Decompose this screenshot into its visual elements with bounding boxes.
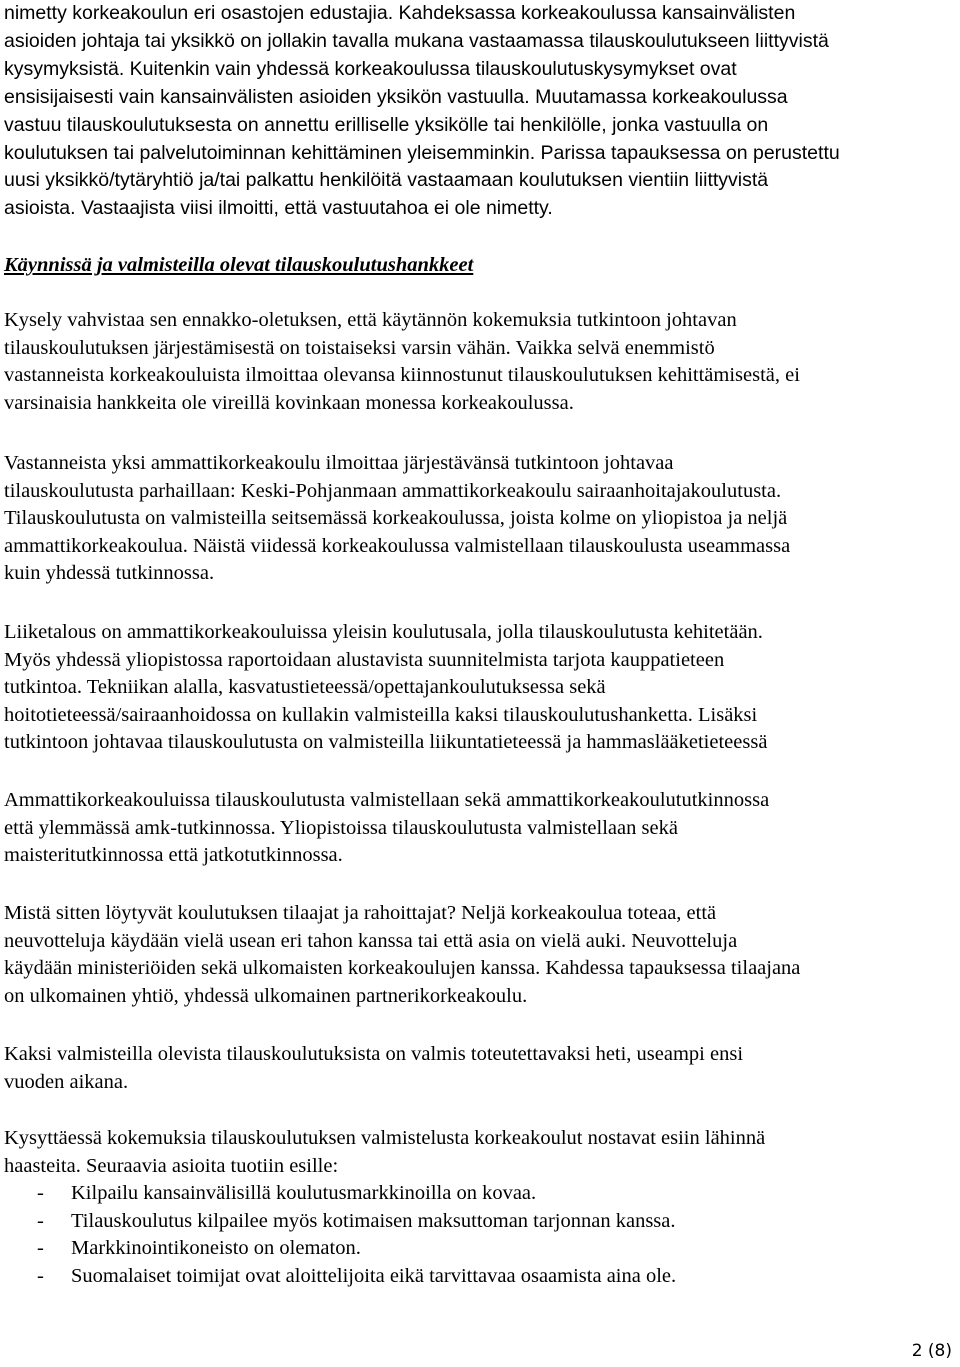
text-line: tutkintoon johtavaa tilauskoulutusta on valmisteilla liikuntatieteessä ja hammaslääketieteessä <box>4 731 768 753</box>
paragraph <box>4 1041 956 1096</box>
bullet-marker: - <box>37 1209 44 1232</box>
list-item-text: Tilauskoulutus kilpailee myös kotimaisen maksuttoman tarjonnan kanssa. <box>71 1209 676 1232</box>
paragraph <box>4 1125 956 1180</box>
list-item-text: Markkinointikoneisto on olematon. <box>71 1237 361 1259</box>
list-item <box>4 1235 676 1263</box>
text-line: vastanneista korkeakouluista ilmoittaa olevansa kiinnostunut tilauskoulutuksen kehittämisestä, ei <box>4 364 800 386</box>
text-line: tilauskoulutusta parhaillaan: Keski-Pohjanmaan ammattikorkeakoulu sairaanhoitajakoulutusta. <box>4 479 782 502</box>
text-line: kuin yhdessä tutkinnossa. <box>4 562 215 584</box>
text-line: neuvotteluja käydään vielä usean eri tahon kanssa tai että asia on vielä auki. Neuvotteluja <box>4 929 738 952</box>
bullet-marker: - <box>37 1182 44 1204</box>
bullet-marker: - <box>37 1264 44 1287</box>
text-line: Kysely vahvistaa sen ennakko-oletuksen, että käytännön kokemuksia tutkintoon johtavan <box>4 309 737 331</box>
text-line: tilauskoulutuksen järjestämisestä on toistaiseksi varsin vähän. Vaikka selvä enemmistö <box>4 336 715 359</box>
text-line: Kysyttäessä kokemuksia tilauskoulutuksen valmistelusta korkeakoulut nostavat esiin lähinnä <box>4 1127 766 1149</box>
text-line: uusi yksikkö/tytäryhtiö ja/tai palkattu henkilöitä vastaamaan koulutuksen vientiin liittyvistä <box>4 169 769 192</box>
text-line: haasteita. Seuraavia asioita tuotiin esille: <box>4 1154 339 1177</box>
text-line: koulutuksen tai palvelutoiminnan kehittäminen yleisemminkin. Parissa tapauksessa on perustettu <box>4 141 840 164</box>
text-line: asioiden johtaja tai yksikkö on jollakin tavalla mukana vastaamassa tilauskoulutukseen liittyvistä <box>4 29 829 52</box>
paragraph <box>4 450 956 588</box>
text-line: vastuu tilauskoulutuksesta on annettu erilliselle yksikölle tai henkilölle, jonka vastuulla on <box>4 113 769 136</box>
list-item <box>4 1208 676 1236</box>
paragraph <box>4 787 956 870</box>
text-line: maisteritutkinnossa että jatkotutkinnossa. <box>4 844 343 866</box>
paragraph <box>4 900 956 1010</box>
paragraph <box>4 307 956 417</box>
list-item <box>4 1263 676 1291</box>
text-line: Tilauskoulutusta on valmisteilla seitsemässä korkeakoulussa, joista kolme on yliopistoa ja neljä <box>4 507 788 529</box>
text-line: nimetty korkeakoulun eri osastojen edustajia. Kahdeksassa korkeakoulussa kansainvälisten <box>4 2 796 24</box>
text-line: Ammattikorkeakouluissa tilauskoulutusta valmistellaan sekä ammattikorkeakoulututkinnossa <box>4 789 770 811</box>
text-line: Kaksi valmisteilla olevista tilauskoulutuksista on valmis toteutettavaksi heti, useampi ensi <box>4 1043 744 1065</box>
text-line: Vastanneista yksi ammattikorkeakoulu ilmoittaa järjestävänsä tutkintoon johtavaa <box>4 452 674 474</box>
paragraph <box>4 619 956 757</box>
text-line: ensisijaisesti vain kansainvälisten asioiden yksikön vastuulla. Muutamassa korkeakoulussa <box>4 85 788 108</box>
section-heading: Käynnissä ja valmisteilla olevat tilauskoulutushankkeet <box>4 254 474 276</box>
text-line: varsinaisia hankkeita ole vireillä kovinkaan monessa korkeakoulussa. <box>4 391 574 414</box>
text-line: tutkintoa. Tekniikan alalla, kasvatustieteessä/opettajankoulutuksessa sekä <box>4 676 606 698</box>
text-line: Liiketalous on ammattikorkeakouluissa yleisin koulutusala, jolla tilauskoulutusta kehitetään. <box>4 621 763 643</box>
list-item <box>4 1180 676 1208</box>
text-line: vuoden aikana. <box>4 1070 129 1093</box>
bullet-marker: - <box>37 1237 44 1259</box>
page-number: 2 (8) <box>911 1341 952 1361</box>
text-line: Mistä sitten löytyvät koulutuksen tilaajat ja rahoittajat? Neljä korkeakoulua toteaa, että <box>4 902 717 924</box>
text-line: Myös yhdessä yliopistossa raportoidaan alustavista suunnitelmista tarjota kauppatieteen <box>4 648 725 671</box>
intro-paragraph <box>4 0 956 223</box>
text-line: että ylemmässä amk-tutkinnossa. Yliopistoissa tilauskoulutusta valmistellaan sekä <box>4 816 678 839</box>
text-line: hoitotieteessä/sairaanhoidossa on kullakin valmisteilla kaksi tilauskoulutushanketta. Lisäksi <box>4 703 758 726</box>
list-item-text: Suomalaiset toimijat ovat aloittelijoita eikä tarvittavaa osaamista aina ole. <box>71 1264 677 1287</box>
text-line: ammattikorkeakoulua. Näistä viidessä korkeakoulussa valmistellaan tilauskoulusta useammassa <box>4 534 791 557</box>
text-line: asioista. Vastaajista viisi ilmoitti, että vastuutahoa ei ole nimetty. <box>4 197 553 220</box>
text-line: on ulkomainen yhtiö, yhdessä ulkomainen partnerikorkeakoulu. <box>4 984 528 1007</box>
text-line: kysymyksistä. Kuitenkin vain yhdessä korkeakoulussa tilauskoulutuskysymykset ovat <box>4 57 737 80</box>
list-item-text: Kilpailu kansainvälisillä koulutusmarkkinoilla on kovaa. <box>71 1182 537 1204</box>
bullet-list <box>4 1180 676 1290</box>
text-line: käydään ministeriöiden sekä ulkomaisten korkeakoulujen kanssa. Kahdessa tapauksessa tilaajana <box>4 957 801 979</box>
